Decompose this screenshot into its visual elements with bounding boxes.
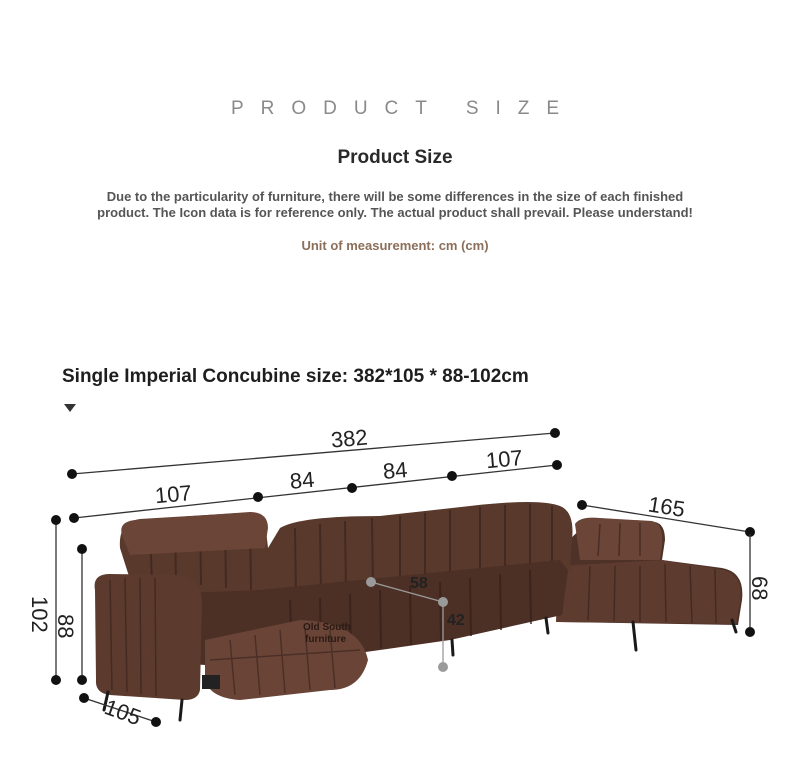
dim-dot: [69, 513, 79, 523]
brand-logo-line-2: furniture: [305, 634, 347, 645]
dim-dot: [51, 515, 61, 525]
measurement-unit: Unit of measurement: cm (cm): [301, 238, 489, 253]
brand-logo-line-1: Old South: [303, 622, 351, 633]
segment-1-label: 107: [153, 480, 193, 509]
segment-4-label: 107: [484, 445, 524, 474]
sofa-illustration: [95, 502, 743, 720]
section-eyebrow: PRODUCT SIZE: [230, 98, 577, 119]
size-disclaimer-line-1: Due to the particularity of furniture, there will be some differences in the size of each finished: [106, 189, 684, 204]
total-length-label: 382: [329, 424, 369, 453]
dim-dot: [79, 693, 89, 703]
dim-dot: [550, 428, 560, 438]
chaise-height-label: 68: [747, 576, 772, 601]
dim-dot: [366, 577, 376, 587]
back-height-label: 88: [53, 614, 78, 639]
model-size-label: Single Imperial Concubine size: 382*105 * 88-102cm: [62, 366, 529, 387]
dim-dot: [447, 471, 457, 481]
dim-dot: [253, 492, 263, 502]
max-height-label: 102: [27, 596, 52, 633]
seat-height-label: 42: [447, 612, 465, 629]
dim-dot: [438, 662, 448, 672]
segment-2-label: 84: [288, 466, 316, 494]
total-length-line: [72, 433, 555, 474]
dim-dot: [77, 675, 87, 685]
dim-dot: [77, 544, 87, 554]
chaise-length-label: 165: [646, 491, 687, 522]
dim-dot: [347, 483, 357, 493]
dim-dot: [51, 675, 61, 685]
seat-depth-label: 58: [410, 575, 428, 592]
dim-dot: [552, 460, 562, 470]
dim-dot: [67, 469, 77, 479]
size-disclaimer-line-2: product. The Icon data is for reference only. The actual product shall prevail. Please understand!: [97, 205, 693, 220]
depth-label: 105: [101, 694, 145, 731]
segment-3-label: 84: [381, 456, 409, 485]
dim-dot: [745, 627, 755, 637]
dim-dot: [151, 717, 161, 727]
section-title: Product Size: [337, 147, 453, 168]
dim-dot: [577, 500, 587, 510]
